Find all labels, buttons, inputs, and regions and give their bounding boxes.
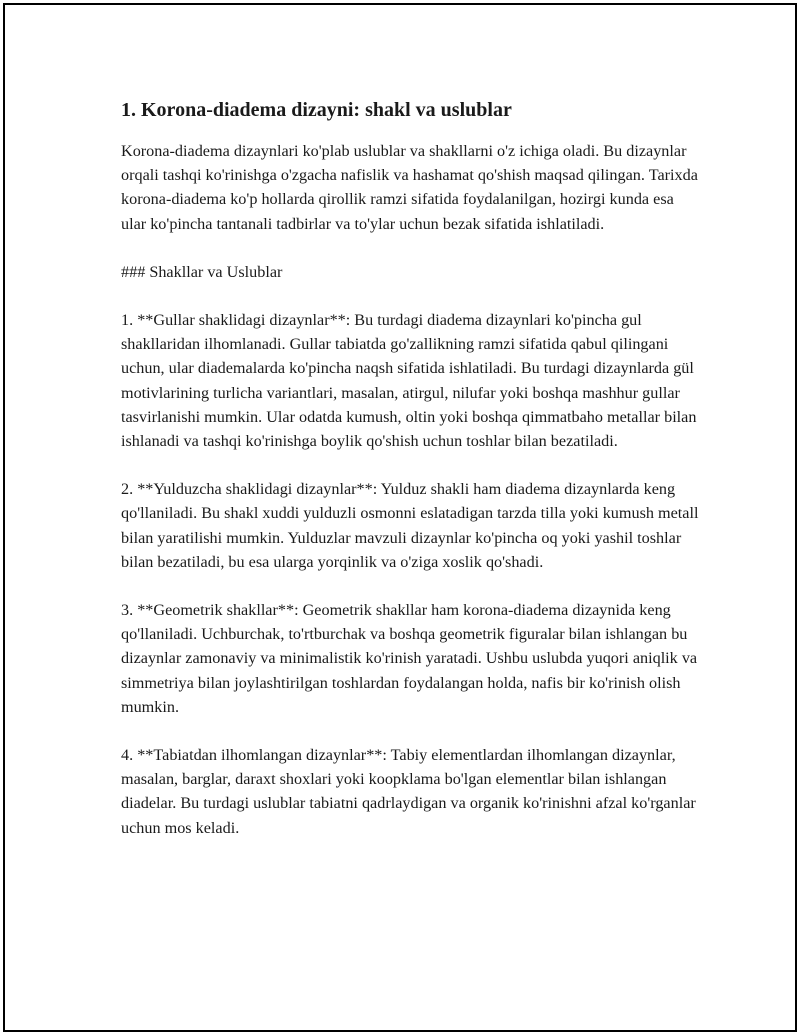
list-item-paragraph: 3. **Geometrik shakllar**: Geometrik shakllar ham korona-diadema dizaynida keng qo'llaniladi. Uchburchak, to'rtburchak va boshqa geometrik figuralar bilan ishlangan bu dizaynlar zamonaviy va minimalistik ko'rinish yaratadi. Ushbu uslubda yuqori aniqlik va simmetriya bilan joylashtirilgan toshlardan foydalangan holda, nafis bir ko'rinish olish mumkin. xyxy=(121,601,698,716)
document-title: 1. Korona-diadema dizayni: shakl va uslublar xyxy=(121,99,512,121)
intro-paragraph: Korona-diadema dizaynlari ko'plab uslublar va shakllarni o'z ichiga oladi. Bu dizaynlar orqali tashqi ko'rinishga o'zgacha nafislik va hashamat qo'shish maqsad qilingan. Tarixda korona-diadema ko'p hollarda qirollik ramzi sifatida foydalanilgan, hozirgi kunda esa ular ko'pincha tantanali tadbirlar va to'ylar uchun bezak sifatida ishlatiladi. xyxy=(121,142,698,233)
document-page xyxy=(3,3,797,1032)
list-item-paragraph: 4. **Tabiatdan ilhomlangan dizaynlar**: Tabiy elementlardan ilhomlangan dizaynlar, masalan, barglar, daraxt shoxlari yoki koopklama bo'lgan elementlar bilan ishlangan diadelar. Bu turdagi uslublar tabiatni qadrlaydigan va organik ko'rinishni afzal ko'rganlar uchun mos keladi. xyxy=(121,746,696,837)
section-heading-text: ### Shakllar va Uslublar xyxy=(121,262,283,281)
list-item-paragraph: 2. **Yulduzcha shaklidagi dizaynlar**: Yulduz shakli ham diadema dizaynlarda keng qo'llaniladi. Bu shakl xuddi yulduzli osmonni eslatadigan tarzda tilla yoki kumush metall bilan yaratilishi mumkin. Yulduzlar mavzuli dizaynlar ko'pincha oq yoki yashil toshlar bilan bezatiladi, bu esa ularga yorqinlik va o'ziga xoslik qo'shadi. xyxy=(121,480,699,571)
document-body xyxy=(121,95,701,864)
list-item-paragraph: 1. **Gullar shaklidagi dizaynlar**: Bu turdagi diadema dizaynlari ko'pincha gul shakllaridan ilhomlanadi. Gullar tabiatda go'zallikning ramzi sifatida qabul qilingani uchun, ular diademalarda ko'pincha naqsh sifatida ishlatiladi. Bu turdagi dizaynlarda gül motivlarining turlicha variantlari, masalan, atirgul, nilufar yoki boshqa mashhur gullar tasvirlanishi mumkin. Ular odatda kumush, oltin yoki boshqa qimmatbaho metallar bilan ishlanadi va tashqi ko'rinishga boylik qo'shish uchun toshlar bilan bezatiladi. xyxy=(121,311,697,451)
